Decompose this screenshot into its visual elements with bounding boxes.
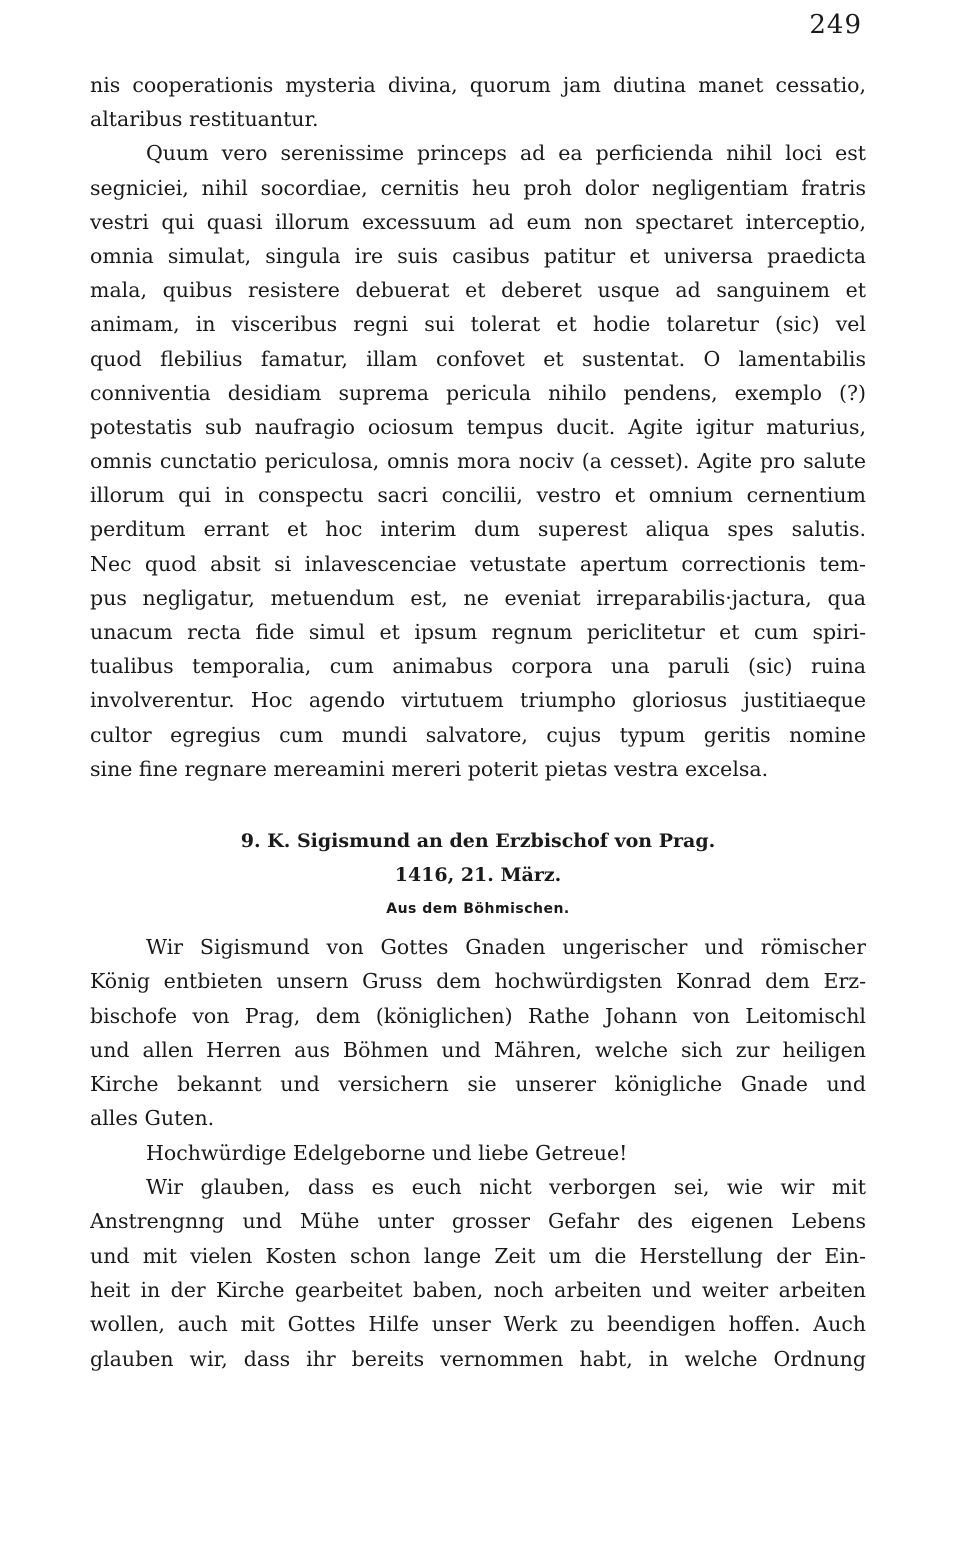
text-line: cultor egregius cum mundi salvatore, cujus typum geritis nomine bbox=[90, 722, 866, 747]
text-line: Kirche bekannt und versichern sie unserer königliche Gnade und bbox=[90, 1072, 866, 1097]
text-line: tualibus temporalia, cum animabus corpora una paruli (sic) ruina bbox=[90, 654, 866, 679]
text-line: conniventia desidiam suprema pericula nihilo pendens, exemplo (?) bbox=[90, 380, 866, 405]
document-source-note: Aus dem Böhmischen. bbox=[386, 901, 570, 917]
text-line: omnis cunctatio periculosa, omnis mora nociv (a cesset). Agite pro salute bbox=[90, 449, 866, 474]
text-line: perditum errant et hoc interim dum superest aliqua spes salutis. bbox=[90, 517, 866, 542]
text-line: nis cooperationis mysteria divina, quorum jam diutina manet cessatio, bbox=[90, 73, 866, 97]
german-text-block bbox=[90, 930, 866, 1376]
text-line: und mit vielen Kosten schon lange Zeit um die Herstellung der Ein- bbox=[90, 1243, 866, 1268]
page-number: 249 bbox=[809, 10, 862, 40]
text-line: mala, quibus resistere debuerat et deberet usque ad sanguinem et bbox=[90, 278, 866, 303]
text-line: bischofe von Prag, dem (königlichen) Rathe Johann von Leitomischl bbox=[90, 1003, 866, 1028]
document-title: 9. K. Sigismund an den Erzbischof von Prag. bbox=[240, 830, 716, 852]
latin-text-block bbox=[90, 68, 866, 786]
text-line: segniciei, nihil socordiae, cernitis heu proh dolor negligentiam fratris bbox=[90, 175, 866, 200]
text-line: illorum qui in conspectu sacri concilii, vestro et omnium cernentium bbox=[90, 483, 866, 508]
text-line: Quum vero serenissime princeps ad ea perficienda nihil loci est bbox=[146, 141, 866, 166]
text-line: animam, in visceribus regni sui tolerat et hodie tolaretur (sic) vel bbox=[90, 312, 866, 337]
text-line: König entbieten unsern Gruss dem hochwürdigsten Konrad dem Erz- bbox=[90, 969, 866, 994]
text-line: Hochwürdige Edelgeborne und liebe Getreue! bbox=[146, 1140, 628, 1165]
text-line: Wir Sigismund von Gottes Gnaden ungerischer und römischer bbox=[146, 935, 866, 959]
text-line: quod flebilius famatur, illam confovet et sustentat. O lamentabilis bbox=[90, 346, 866, 371]
text-line: pus negligatur, metuendum est, ne eveniat irreparabilis·jactura, qua bbox=[90, 585, 866, 610]
text-line: und allen Herren aus Böhmen und Mähren, welche sich zur heiligen bbox=[90, 1037, 866, 1062]
text-line: omnia simulat, singula ire suis casibus patitur et universa praedicta bbox=[90, 243, 866, 268]
text-line: heit in der Kirche gearbeitet baben, noch arbeiten und weiter arbeiten bbox=[90, 1277, 866, 1302]
text-line: potestatis sub naufragio ociosum tempus ducit. Agite igitur maturius, bbox=[90, 414, 866, 439]
text-line: Wir glauben, dass es euch nicht verborgen sei, wie wir mit bbox=[146, 1175, 866, 1200]
text-line: Anstrengnng und Mühe unter grosser Gefahr des eigenen Lebens bbox=[90, 1209, 866, 1234]
text-line: Nec quod absit si inlavescenciae vetustate apertum correctionis tem- bbox=[90, 551, 866, 576]
text-line: wollen, auch mit Gottes Hilfe unser Werk zu beendigen hoffen. Auch bbox=[90, 1312, 866, 1337]
text-line: vestri qui quasi illorum excessuum ad eum non spectaret interceptio, bbox=[90, 209, 866, 234]
text-line: alles Guten. bbox=[90, 1106, 215, 1131]
text-line: unacum recta fide simul et ipsum regnum periclitetur et cum spiri- bbox=[90, 620, 866, 644]
text-line: altaribus restituantur. bbox=[90, 107, 319, 132]
document-date: 1416, 21. März. bbox=[394, 864, 562, 886]
text-line: glauben wir, dass ihr bereits vernommen habt, in welche Ordnung bbox=[90, 1346, 866, 1371]
text-line: involverentur. Hoc agendo virtutuem triumpho gloriosus justitiaeque bbox=[90, 688, 866, 713]
text-line: sine fine regnare mereamini mereri poterit pietas vestra excelsa. bbox=[90, 756, 769, 781]
